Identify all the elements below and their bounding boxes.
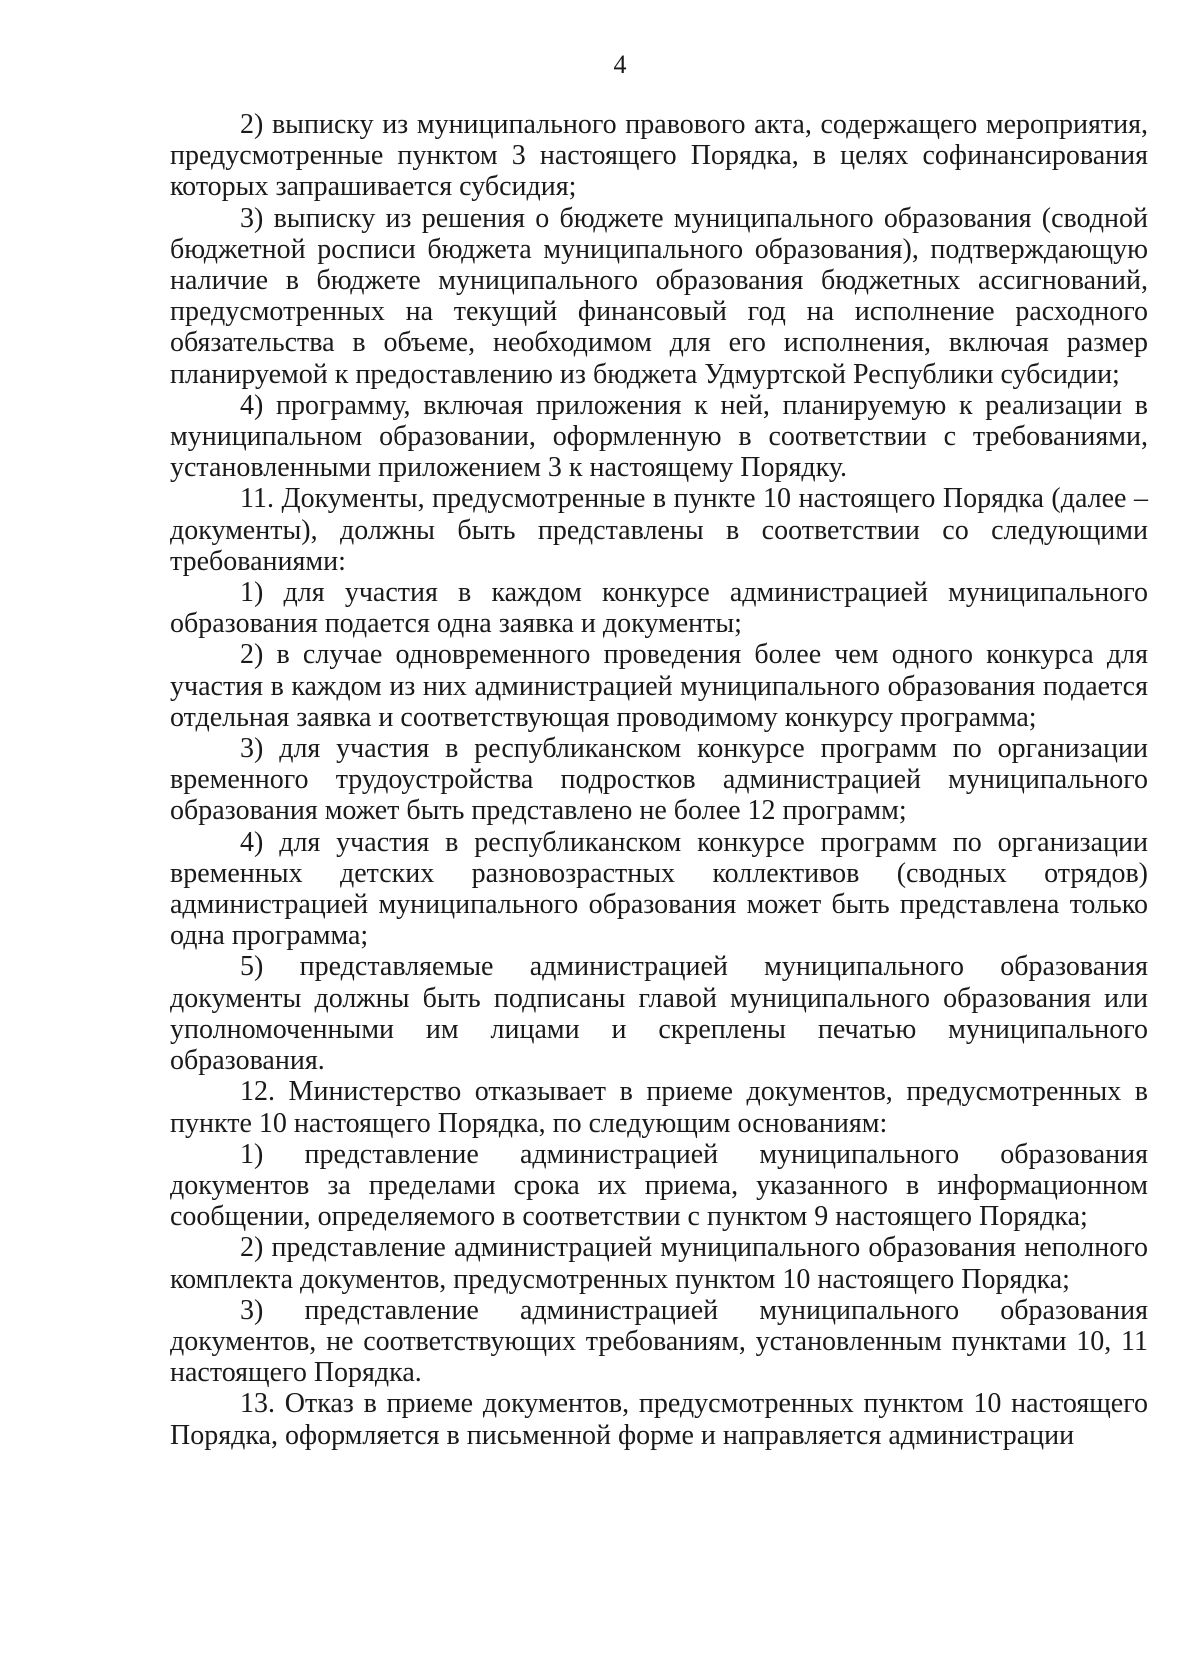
- paragraph: 12. Министерство отказывает в приеме документов, предусмотренных в пункте 10 настоящего Порядка, по следующим основаниям:: [170, 1076, 1148, 1139]
- body-text: [170, 109, 1148, 1451]
- paragraph: 2) выписку из муниципального правового акта, содержащего мероприятия, предусмотренные пунктом 3 настоящего Порядка, в целях софинансирования которых запрашивается субсидия;: [170, 109, 1148, 203]
- paragraph: 5) представляемые администрацией муниципального образования документы должны быть подписаны главой муниципального образования или уполномоченными им лицами и скреплены печатью муниципального образования.: [170, 951, 1148, 1077]
- paragraph: 1) для участия в каждом конкурсе администрацией муниципального образования подается одна заявка и документы;: [170, 577, 1148, 640]
- paragraph: 3) представление администрацией муниципального образования документов, не соответствующих требованиям, установленным пунктами 10, 11 настоящего Порядка.: [170, 1294, 1148, 1389]
- paragraph: 4) программу, включая приложения к ней, планируемую к реализации в муниципальном образовании, оформленную в соответствии с требованиями, установленными приложением 3 к настоящему Порядку.: [170, 389, 1148, 484]
- paragraph: 13. Отказ в приеме документов, предусмотренных пунктом 10 настоящего Порядка, оформляется в письменной форме и направляется администрации: [170, 1388, 1148, 1451]
- paragraph: 11. Документы, предусмотренные в пункте 10 настоящего Порядка (далее – документы), должны быть представлены в соответствии со следующими требованиями:: [170, 483, 1148, 577]
- paragraph: 3) выписку из решения о бюджете муниципального образования (сводной бюджетной росписи бюджета муниципального образования), подтверждающую наличие в бюджете муниципального образования бюджетных ассигнований, предусмотренных на текущий финансовый год на исполнение расходного обязательства в объеме, необходимом для его исполнения, включая размер планируемой к предоставлению из бюджета Удмуртской Республики субсидии;: [170, 202, 1148, 390]
- page-number: 4: [613, 50, 627, 79]
- paragraph: 2) в случае одновременного проведения более чем одного конкурса для участия в каждом из них администрацией муниципального образования подается отдельная заявка и соответствующая проводимому конкурсу программа;: [170, 639, 1148, 733]
- paragraph: 2) представление администрацией муниципального образования неполного комплекта документов, предусмотренных пунктом 10 настоящего Порядка;: [170, 1232, 1148, 1295]
- paragraph: 3) для участия в республиканском конкурсе программ по организации временного трудоустройства подростков администрацией муниципального образования может быть представлено не более 12 программ;: [170, 733, 1148, 827]
- paragraph: 4) для участия в республиканском конкурсе программ по организации временных детских разновозрастных коллективов (сводных отрядов) администрацией муниципального образования может быть представлена только одна программа;: [170, 826, 1148, 952]
- paragraph: 1) представление администрацией муниципального образования документов за пределами срока их приема, указанного в информационном сообщении, определяемого в соответствии с пунктом 9 настоящего Порядка;: [170, 1138, 1148, 1233]
